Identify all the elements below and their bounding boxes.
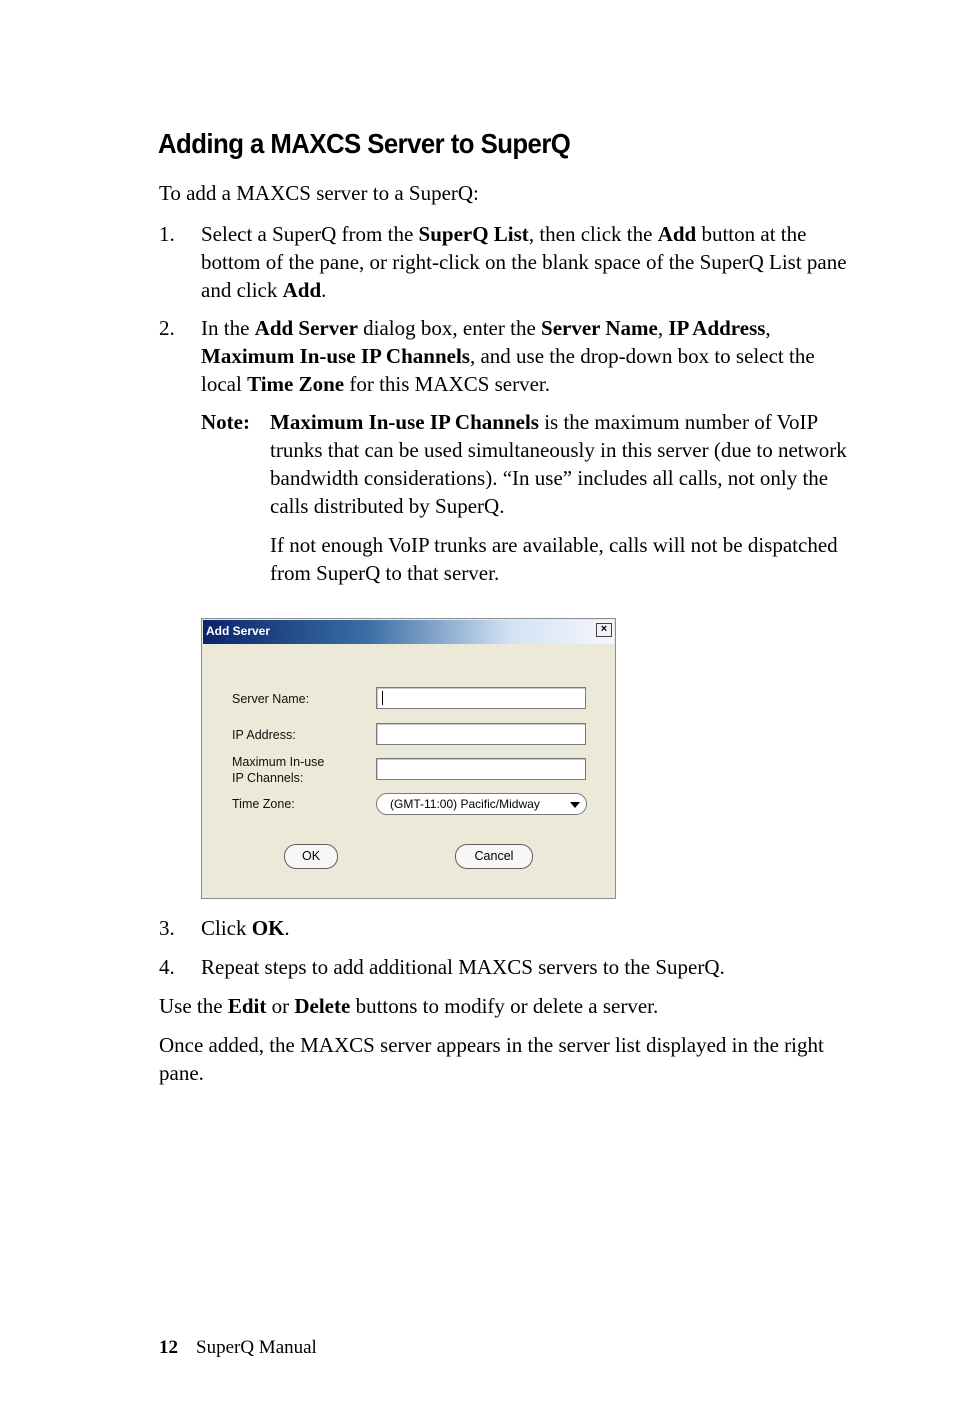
step-number: 1. [159,222,175,246]
add-server-dialog [201,618,616,899]
ip-address-label: IP Address: [232,728,296,742]
max-channels-label-line-1: Maximum In-use [232,755,325,769]
text-caret [382,691,383,705]
intro-text: To add a MAXCS server to a SuperQ: [159,181,479,205]
manual-title: SuperQ Manual [196,1337,317,1358]
step-text: Repeat steps to add additional MAXCS servers to the SuperQ. [201,955,725,979]
server-name-input[interactable] [376,687,586,709]
time-zone-value: (GMT-11:00) Pacific/Midway [390,797,540,811]
step-3 [159,914,849,942]
dialog-title: Add Server [206,624,271,638]
dropdown-arrow-icon[interactable] [570,802,580,808]
step-2 [159,314,849,398]
note-block [201,408,849,587]
note-text: Maximum In-use IP Channels is the maximum number of VoIP trunks that can be used simultaneously in this server (due to network bandwidth considerations). “In use” includes all calls, not only the calls distributed by SuperQ. [270,410,847,518]
page-number: 12 [159,1337,178,1358]
time-zone-label: Time Zone: [232,797,295,811]
ok-button[interactable]: OK [284,844,338,869]
step-text: Click OK. [201,916,290,940]
max-channels-label-line-2: IP Channels: [232,771,304,785]
page-footer [159,1336,317,1360]
ip-address-input[interactable] [376,723,586,745]
step-text: In the Add Server dialog box, enter the Server Name, IP Address, Maximum In-use IP Channels, and use the drop-down box to select the local Time Zone for this MAXCS server. [201,316,815,396]
closing-text: Once added, the MAXCS server appears in the server list displayed in the right pane. [159,1033,824,1085]
step-number: 2. [159,316,175,340]
step-number: 3. [159,916,175,940]
dialog-titlebar[interactable] [203,620,614,644]
time-zone-select[interactable] [376,793,587,815]
close-button[interactable] [596,623,612,637]
cancel-button[interactable]: Cancel [455,844,533,869]
section-heading: Adding a MAXCS Server to SuperQ [158,128,571,159]
step-4 [159,953,849,981]
note-text-2: If not enough VoIP trunks are available, calls will not be dispatched from SuperQ to that server. [270,533,838,585]
note-label: Note: [201,410,250,434]
step-number: 4. [159,955,175,979]
server-name-label: Server Name: [232,692,310,706]
step-1 [159,220,849,304]
close-icon: × [600,623,608,635]
edit-delete-text: Use the Edit or Delete buttons to modify or delete a server. [159,994,659,1018]
max-channels-input[interactable] [376,758,586,780]
step-text: Select a SuperQ from the SuperQ List, then click the Add button at the bottom of the pane, or right-click on the blank space of the SuperQ List pane and click Add. [201,222,847,302]
